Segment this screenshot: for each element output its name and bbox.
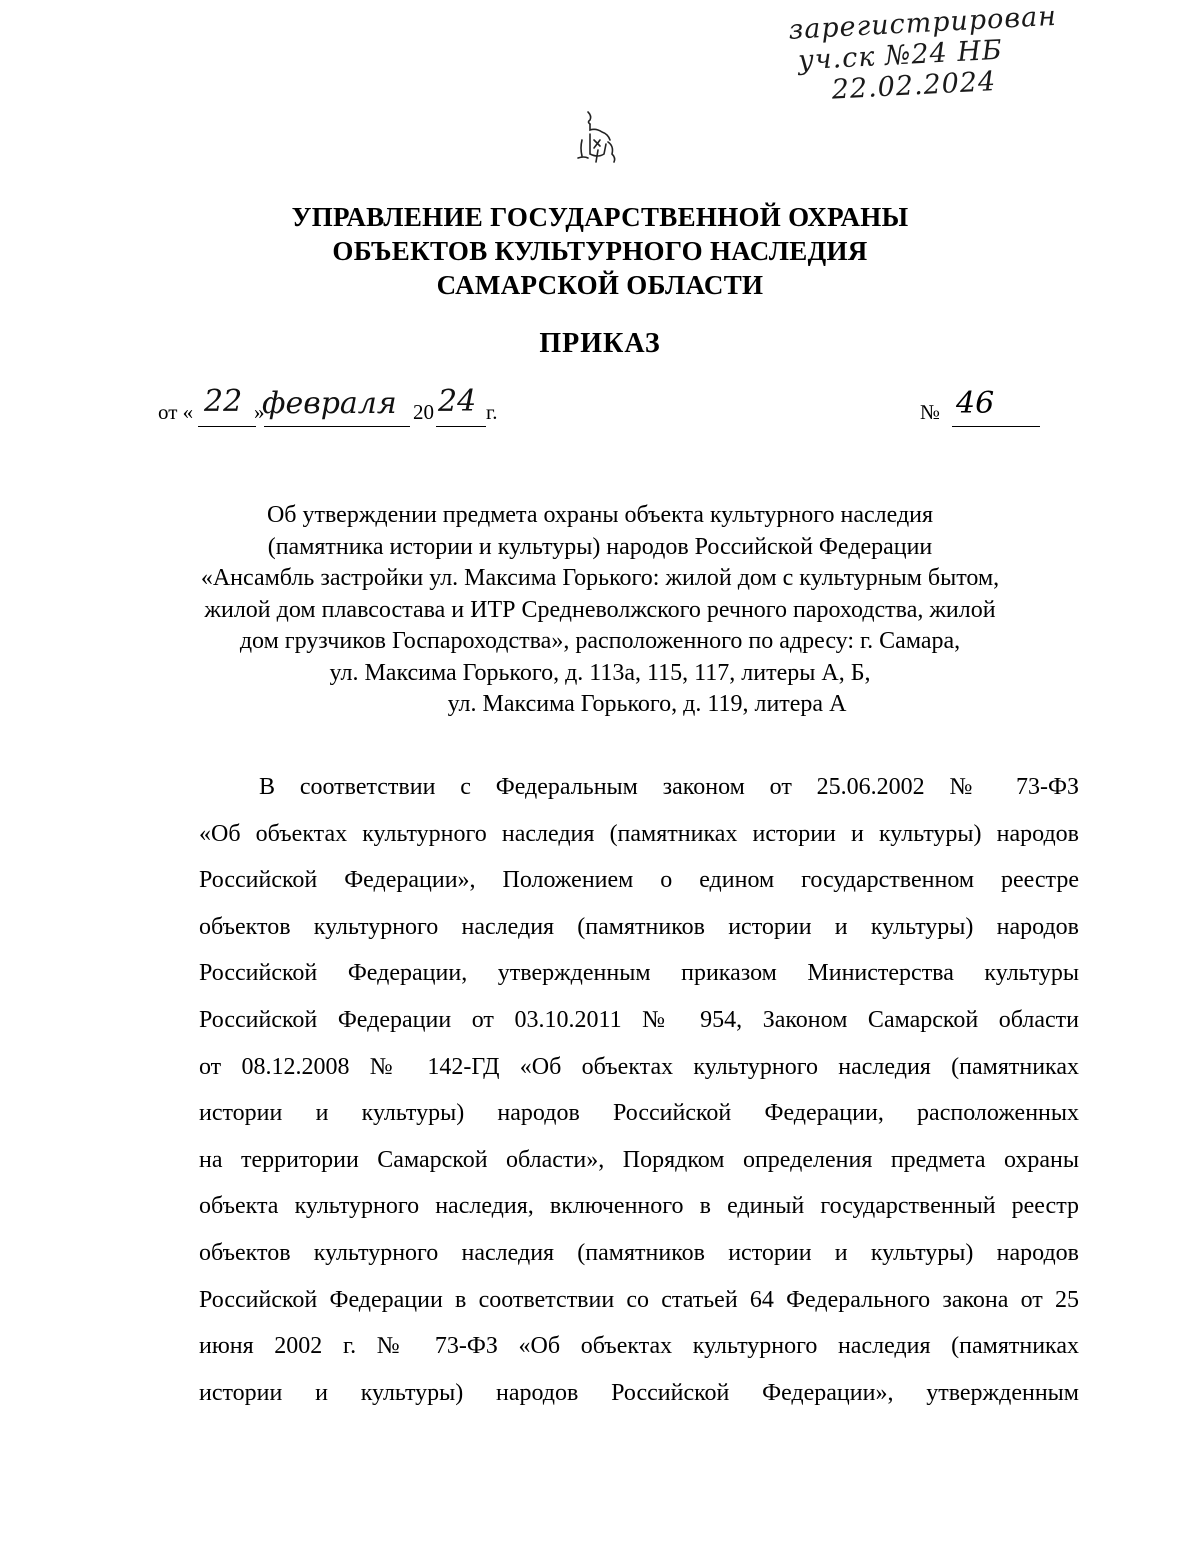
body-line: Российской Федерации от 03.10.2011 № 954, Законом Самарской области (199, 1006, 1079, 1033)
body-line: В соответствии с Федеральным законом от 25.06.2002 № 73-ФЗ (259, 774, 1079, 800)
subject-line: (памятника истории и культуры) народов Российской Федерации (267, 533, 933, 560)
date-day-underline (198, 426, 256, 427)
body-line: объектов культурного наследия (памятников истории и культуры) народов (199, 1239, 1079, 1266)
number-value: 46 (956, 386, 995, 421)
date-month-underline (264, 426, 410, 427)
body-line: от 08.12.2008 № 142-ГД «Об объектах культурного наследия (памятниках (199, 1053, 1079, 1080)
body-line: «Об объектах культурного наследия (памятниках истории и культуры) народов (199, 820, 1079, 847)
subject-line: жилой дом плавсостава и ИТР Средневолжского речного пароходства, жилой (204, 596, 996, 623)
organization-line: САМАРСКОЙ ОБЛАСТИ (436, 270, 764, 300)
coat-of-arms-icon (568, 110, 628, 166)
body-line: истории и культуры) народов Российской Федерации», утвержденным (199, 1379, 1079, 1406)
order-body (199, 764, 1079, 1416)
order-number (920, 388, 1045, 428)
body-line: июня 2002 г. № 73-ФЗ «Об объектах культурного наследия (памятниках (199, 1333, 1079, 1360)
organization-header (0, 200, 1200, 302)
date-month: февраля (262, 386, 397, 421)
date-year-underline (436, 426, 486, 427)
body-line: на территории Самарской области», Порядком определения предмета охраны (199, 1146, 1079, 1173)
date-year-suffix: 24 (438, 384, 477, 419)
body-line: Российской Федерации», Положением о едином государственном реестре (199, 867, 1079, 894)
handwritten-note-line: 22.02.2024 (830, 66, 997, 106)
body-line: истории и культуры) народов Российской Федерации, расположенных (199, 1100, 1079, 1127)
body-line: объектов культурного наследия (памятников истории и культуры) народов (199, 913, 1079, 940)
date-quote-close: » (254, 400, 265, 424)
number-label: № (920, 400, 941, 424)
date-year-prefix: 20 (413, 400, 434, 424)
document-type-title: ПРИКАЗ (539, 328, 661, 359)
body-line: Российской Федерации в соответствии со статьей 64 Федерального закона от 25 (199, 1286, 1079, 1313)
organization-line: ОБЪЕКТОВ КУЛЬТУРНОГО НАСЛЕДИЯ (332, 236, 868, 266)
handwritten-note-line: уч.ск №24 НБ (797, 34, 1004, 77)
subject-line: ул. Максима Горького, д. 119, литера А (447, 691, 847, 717)
order-subject (150, 500, 1050, 721)
subject-line: дом грузчиков Госпароходства», расположенного по адресу: г. Самара, (239, 628, 961, 654)
body-line: Российской Федерации, утвержденным приказом Министерства культуры (199, 960, 1079, 987)
handwritten-note-line: зарегистрирован (787, 0, 1058, 46)
date-prefix: от « (158, 400, 194, 424)
handwritten-registration-note (787, 0, 1058, 107)
number-underline (952, 426, 1040, 427)
subject-line: ул. Максима Горького, д. 113а, 115, 117, литеры А, Б, (329, 659, 871, 686)
date-year-mark: г. (486, 400, 498, 424)
organization-line: УПРАВЛЕНИЕ ГОСУДАРСТВЕННОЙ ОХРАНЫ (291, 202, 909, 232)
body-line: объекта культурного наследия, включенного в единый государственный реестр (199, 1193, 1079, 1220)
subject-line: «Ансамбль застройки ул. Максима Горького: жилой дом с культурным бытом, (200, 565, 1000, 591)
subject-line: Об утверждении предмета охраны объекта культурного наследия (266, 502, 934, 528)
date-day: 22 (204, 384, 243, 419)
